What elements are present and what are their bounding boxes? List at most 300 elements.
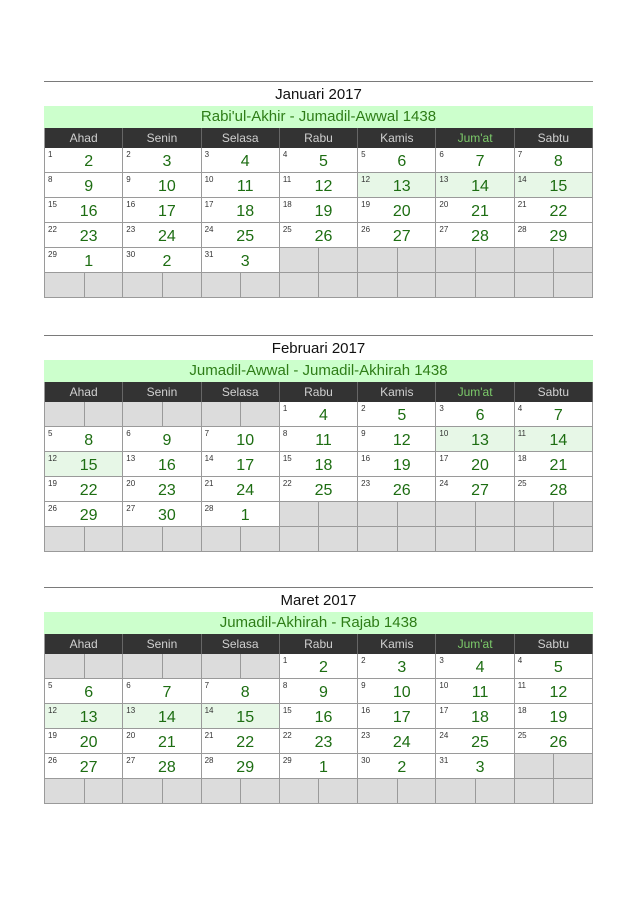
hijri-title: Jumadil-Awwal - Jumadil-Akhirah 1438 <box>44 360 593 382</box>
cell-divider <box>553 248 554 272</box>
gregorian-date: 23 <box>126 225 136 234</box>
hijri-date: 17 <box>236 457 255 474</box>
day-cell <box>123 148 201 173</box>
gregorian-date: 29 <box>282 756 292 765</box>
gregorian-date: 9 <box>361 681 366 690</box>
day-cell <box>123 477 201 502</box>
hijri-date: 3 <box>475 759 485 776</box>
calendar-grid <box>44 382 593 552</box>
hijri-date: 5 <box>397 407 407 424</box>
day-cell <box>202 173 280 198</box>
hijri-date: 17 <box>158 203 176 220</box>
hijri-date: 25 <box>236 228 255 245</box>
day-cell <box>280 729 358 754</box>
day-cell <box>436 452 514 477</box>
cell-divider <box>397 273 398 297</box>
day-cell <box>515 173 593 198</box>
cell-divider <box>397 502 398 526</box>
day-cell <box>45 427 123 452</box>
gregorian-date: 19 <box>48 479 57 488</box>
hijri-date: 17 <box>392 709 411 726</box>
day-cell <box>45 173 123 198</box>
day-cell <box>515 654 593 679</box>
day-header: Ahad <box>45 634 123 654</box>
hijri-date: 28 <box>471 228 489 245</box>
empty-cell <box>358 273 436 298</box>
day-header: Jum'at <box>436 128 514 148</box>
gregorian-date: 11 <box>517 681 527 690</box>
day-cell <box>358 679 436 704</box>
hijri-date: 20 <box>79 734 98 751</box>
hijri-date: 11 <box>471 684 489 701</box>
gregorian-date: 22 <box>48 225 57 234</box>
hijri-date: 9 <box>84 178 94 195</box>
day-cell <box>436 704 514 729</box>
hijri-date: 7 <box>162 684 172 701</box>
month-january <box>44 81 593 298</box>
gregorian-date: 25 <box>517 731 527 740</box>
day-cell <box>45 198 123 223</box>
hijri-date: 22 <box>79 482 98 499</box>
day-cell <box>358 729 436 754</box>
hijri-date: 18 <box>471 709 489 726</box>
cell-divider <box>475 248 476 272</box>
day-cell <box>515 148 593 173</box>
day-cell <box>358 452 436 477</box>
gregorian-date: 28 <box>204 504 214 513</box>
gregorian-date: 6 <box>126 681 131 690</box>
cell-divider <box>162 402 163 426</box>
cell-divider <box>475 527 476 551</box>
hijri-date: 6 <box>475 407 485 424</box>
gregorian-date: 6 <box>439 150 444 159</box>
hijri-date: 7 <box>475 153 485 170</box>
empty-cell <box>202 402 280 427</box>
hijri-date: 10 <box>236 432 255 449</box>
empty-cell <box>358 779 436 804</box>
day-cell <box>202 729 280 754</box>
cell-divider <box>84 654 85 678</box>
gregorian-date: 2 <box>361 656 366 665</box>
day-cell <box>436 679 514 704</box>
gregorian-date: 3 <box>204 150 210 159</box>
gregorian-date: 23 <box>361 731 371 740</box>
cell-divider <box>553 502 554 526</box>
day-cell <box>515 223 593 248</box>
gregorian-date: 23 <box>361 479 371 488</box>
hijri-date: 14 <box>471 178 489 195</box>
hijri-date: 29 <box>236 759 255 776</box>
hijri-date: 11 <box>315 432 332 449</box>
day-cell <box>202 754 280 779</box>
hijri-date: 5 <box>553 659 563 676</box>
empty-cell <box>436 273 514 298</box>
day-cell <box>202 679 280 704</box>
empty-cell <box>45 654 123 679</box>
gregorian-date: 31 <box>439 756 449 765</box>
hijri-date: 23 <box>79 228 98 245</box>
day-cell <box>358 704 436 729</box>
day-header: Kamis <box>358 382 436 402</box>
gregorian-date: 11 <box>517 429 527 438</box>
day-cell <box>515 477 593 502</box>
gregorian-date: 4 <box>282 150 288 159</box>
gregorian-date: 27 <box>126 504 136 513</box>
empty-cell <box>123 527 201 552</box>
gregorian-date: 24 <box>439 479 449 488</box>
gregorian-date: 6 <box>126 429 131 438</box>
day-header: Sabtu <box>515 634 593 654</box>
gregorian-date: 24 <box>439 731 449 740</box>
gregorian-date: 19 <box>48 731 57 740</box>
empty-cell <box>515 527 593 552</box>
day-cell <box>202 148 280 173</box>
hijri-date: 9 <box>162 432 172 449</box>
empty-cell <box>202 273 280 298</box>
gregorian-date: 17 <box>439 454 449 463</box>
hijri-date: 28 <box>158 759 176 776</box>
gregorian-date: 26 <box>48 504 57 513</box>
day-cell <box>45 223 123 248</box>
gregorian-date: 16 <box>361 454 371 463</box>
day-cell <box>515 679 593 704</box>
hijri-date: 15 <box>549 178 568 195</box>
empty-cell <box>123 402 201 427</box>
hijri-date: 19 <box>314 203 333 220</box>
hijri-date: 10 <box>392 684 411 701</box>
gregorian-date: 11 <box>282 175 292 184</box>
cell-divider <box>84 527 85 551</box>
empty-cell <box>358 502 436 527</box>
empty-cell <box>280 273 358 298</box>
day-header: Selasa <box>202 634 280 654</box>
cell-divider <box>397 779 398 803</box>
gregorian-date: 1 <box>48 150 53 159</box>
gregorian-date: 7 <box>204 429 210 438</box>
day-cell <box>436 427 514 452</box>
hijri-date: 30 <box>158 507 176 524</box>
gregorian-date: 7 <box>204 681 210 690</box>
day-cell <box>436 198 514 223</box>
day-cell <box>436 729 514 754</box>
gregorian-date: 27 <box>126 756 136 765</box>
empty-cell <box>202 527 280 552</box>
gregorian-date: 8 <box>282 429 288 438</box>
gregorian-date: 30 <box>126 250 136 259</box>
empty-cell <box>515 754 593 779</box>
day-cell <box>358 223 436 248</box>
day-cell <box>123 679 201 704</box>
gregorian-date: 21 <box>517 200 527 209</box>
gregorian-date: 12 <box>361 175 371 184</box>
gregorian-date: 13 <box>439 175 449 184</box>
day-cell <box>202 198 280 223</box>
hijri-date: 2 <box>162 253 172 270</box>
gregorian-date: 17 <box>439 706 449 715</box>
day-header: Jum'at <box>436 382 514 402</box>
gregorian-date: 13 <box>126 454 136 463</box>
gregorian-date: 2 <box>361 404 366 413</box>
cell-divider <box>475 273 476 297</box>
empty-cell <box>45 402 123 427</box>
hijri-date: 8 <box>240 684 250 701</box>
gregorian-date: 10 <box>439 681 449 690</box>
day-cell <box>123 729 201 754</box>
gregorian-date: 13 <box>126 706 136 715</box>
hijri-date: 16 <box>314 709 333 726</box>
empty-cell <box>202 779 280 804</box>
gregorian-date: 22 <box>282 731 292 740</box>
day-cell <box>515 452 593 477</box>
empty-cell <box>436 248 514 273</box>
day-cell <box>280 427 358 452</box>
day-header: Kamis <box>358 634 436 654</box>
gregorian-date: 8 <box>282 681 288 690</box>
gregorian-date: 15 <box>282 454 292 463</box>
hijri-date: 27 <box>79 759 98 776</box>
gregorian-date: 9 <box>361 429 366 438</box>
empty-cell <box>515 273 593 298</box>
day-cell <box>436 173 514 198</box>
day-cell <box>45 452 123 477</box>
day-cell <box>358 198 436 223</box>
day-cell <box>280 452 358 477</box>
gregorian-date: 19 <box>361 200 371 209</box>
day-cell <box>202 502 280 527</box>
day-cell <box>280 402 358 427</box>
month-title: Maret 2017 <box>280 592 357 609</box>
empty-cell <box>436 527 514 552</box>
hijri-date: 1 <box>319 759 328 776</box>
month-title: Februari 2017 <box>271 340 366 357</box>
hijri-date: 16 <box>79 203 98 220</box>
cell-divider <box>397 527 398 551</box>
day-header: Rabu <box>280 128 358 148</box>
cell-divider <box>553 754 554 778</box>
gregorian-date: 3 <box>439 404 444 413</box>
hijri-date: 10 <box>158 178 176 195</box>
hijri-date: 26 <box>392 482 411 499</box>
day-cell <box>45 679 123 704</box>
day-cell <box>45 729 123 754</box>
day-cell <box>436 477 514 502</box>
cell-divider <box>475 502 476 526</box>
cell-divider <box>84 779 85 803</box>
hijri-date: 29 <box>549 228 568 245</box>
day-header: Senin <box>123 128 201 148</box>
day-cell <box>45 502 123 527</box>
cell-divider <box>240 654 241 678</box>
gregorian-date: 28 <box>204 756 214 765</box>
hijri-date: 11 <box>236 178 254 195</box>
day-header: Sabtu <box>515 128 593 148</box>
calendar-grid <box>44 634 593 804</box>
gregorian-date: 21 <box>204 479 214 488</box>
cell-divider <box>318 502 319 526</box>
hijri-date: 5 <box>319 153 328 170</box>
gregorian-date: 3 <box>439 656 444 665</box>
gregorian-date: 14 <box>204 454 214 463</box>
hijri-date: 14 <box>549 432 568 449</box>
gregorian-date: 20 <box>439 200 449 209</box>
hijri-date: 15 <box>236 709 255 726</box>
gregorian-date: 18 <box>517 706 527 715</box>
hijri-date: 8 <box>553 153 563 170</box>
hijri-date: 13 <box>392 178 411 195</box>
hijri-date: 3 <box>240 253 250 270</box>
day-cell <box>515 198 593 223</box>
gregorian-date: 10 <box>204 175 214 184</box>
day-cell <box>436 223 514 248</box>
day-cell <box>280 654 358 679</box>
day-cell <box>123 452 201 477</box>
day-cell <box>45 148 123 173</box>
month-march <box>44 587 593 804</box>
cell-divider <box>318 248 319 272</box>
day-cell <box>358 654 436 679</box>
gregorian-date: 28 <box>517 225 527 234</box>
hijri-date: 2 <box>84 153 94 170</box>
hijri-date: 18 <box>236 203 255 220</box>
hijri-date: 20 <box>471 457 489 474</box>
day-cell <box>202 704 280 729</box>
empty-cell <box>436 502 514 527</box>
hijri-date: 2 <box>397 759 407 776</box>
day-cell <box>280 754 358 779</box>
day-cell <box>280 198 358 223</box>
gregorian-date: 18 <box>282 200 292 209</box>
gregorian-date: 18 <box>517 454 527 463</box>
gregorian-date: 16 <box>126 200 136 209</box>
day-header: Senin <box>123 634 201 654</box>
day-cell <box>280 173 358 198</box>
hijri-date: 12 <box>392 432 411 449</box>
gregorian-date: 4 <box>517 656 523 665</box>
day-header: Jum'at <box>436 634 514 654</box>
gregorian-date: 12 <box>48 706 57 715</box>
day-cell <box>45 754 123 779</box>
cell-divider <box>475 779 476 803</box>
gregorian-date: 27 <box>439 225 449 234</box>
day-cell <box>358 427 436 452</box>
gregorian-date: 4 <box>517 404 523 413</box>
day-cell <box>123 223 201 248</box>
day-header: Senin <box>123 382 201 402</box>
day-cell <box>358 477 436 502</box>
cell-divider <box>84 402 85 426</box>
gregorian-date: 1 <box>282 404 288 413</box>
hijri-date: 26 <box>549 734 568 751</box>
gregorian-date: 7 <box>517 150 523 159</box>
empty-cell <box>45 273 123 298</box>
day-cell <box>202 223 280 248</box>
gregorian-date: 15 <box>48 200 57 209</box>
hijri-date: 9 <box>319 684 328 701</box>
gregorian-date: 20 <box>126 479 136 488</box>
gregorian-date: 2 <box>126 150 131 159</box>
day-cell <box>202 452 280 477</box>
hijri-date: 18 <box>314 457 333 474</box>
empty-cell <box>45 527 123 552</box>
hijri-date: 16 <box>158 457 176 474</box>
day-header: Rabu <box>280 634 358 654</box>
empty-cell <box>123 273 201 298</box>
day-cell <box>280 679 358 704</box>
day-cell <box>280 704 358 729</box>
day-cell <box>45 248 123 273</box>
empty-cell <box>280 779 358 804</box>
hijri-date: 21 <box>549 457 568 474</box>
day-cell <box>515 729 593 754</box>
gregorian-date: 31 <box>204 250 214 259</box>
day-cell <box>45 704 123 729</box>
day-header: Sabtu <box>515 382 593 402</box>
hijri-date: 28 <box>549 482 568 499</box>
hijri-date: 1 <box>240 507 250 524</box>
day-cell <box>358 402 436 427</box>
day-cell <box>358 754 436 779</box>
hijri-date: 24 <box>158 228 176 245</box>
day-cell <box>123 427 201 452</box>
empty-cell <box>45 779 123 804</box>
day-cell <box>436 754 514 779</box>
cell-divider <box>553 779 554 803</box>
hijri-date: 25 <box>314 482 333 499</box>
empty-cell <box>202 654 280 679</box>
hijri-date: 20 <box>392 203 411 220</box>
gregorian-date: 14 <box>517 175 527 184</box>
gregorian-date: 1 <box>282 656 288 665</box>
hijri-date: 1 <box>84 253 94 270</box>
day-cell <box>123 198 201 223</box>
empty-cell <box>358 527 436 552</box>
hijri-date: 24 <box>392 734 411 751</box>
month-title: Januari 2017 <box>275 86 362 103</box>
day-header: Ahad <box>45 382 123 402</box>
day-header: Ahad <box>45 128 123 148</box>
hijri-date: 12 <box>314 178 333 195</box>
hijri-date: 13 <box>471 432 489 449</box>
empty-cell <box>436 779 514 804</box>
empty-cell <box>515 502 593 527</box>
gregorian-date: 21 <box>204 731 214 740</box>
gregorian-date: 25 <box>517 479 527 488</box>
cell-divider <box>162 273 163 297</box>
gregorian-date: 14 <box>204 706 214 715</box>
day-header: Selasa <box>202 382 280 402</box>
day-cell <box>436 654 514 679</box>
gregorian-date: 29 <box>48 250 57 259</box>
day-cell <box>123 502 201 527</box>
day-cell <box>358 148 436 173</box>
hijri-date: 4 <box>319 407 328 424</box>
empty-cell <box>280 248 358 273</box>
day-header: Kamis <box>358 128 436 148</box>
hijri-date: 27 <box>392 228 411 245</box>
hijri-date: 7 <box>553 407 563 424</box>
gregorian-date: 10 <box>439 429 449 438</box>
day-cell <box>123 704 201 729</box>
calendar-grid <box>44 128 593 298</box>
gregorian-date: 16 <box>361 706 371 715</box>
cell-divider <box>162 527 163 551</box>
month-february <box>44 335 593 552</box>
day-cell <box>202 248 280 273</box>
empty-cell <box>358 248 436 273</box>
hijri-date: 3 <box>397 659 407 676</box>
hijri-date: 3 <box>162 153 172 170</box>
hijri-date: 4 <box>240 153 250 170</box>
